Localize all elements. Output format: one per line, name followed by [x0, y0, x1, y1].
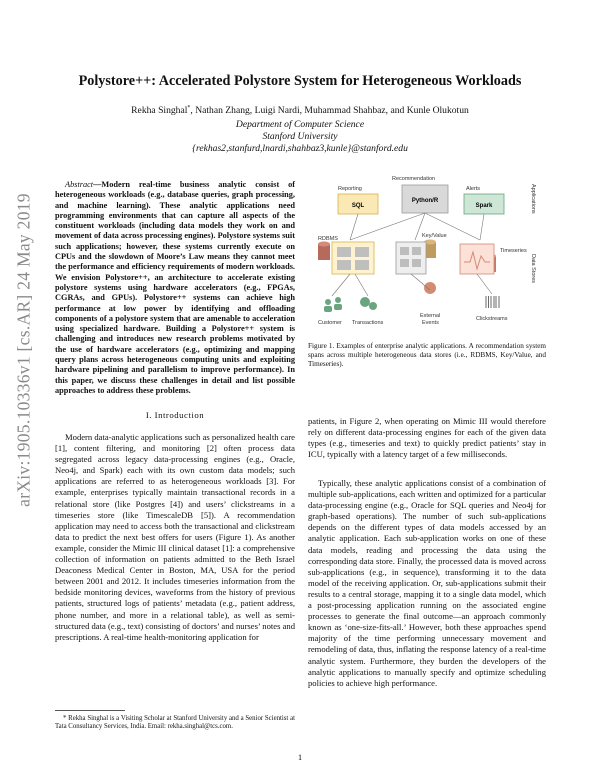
emails[interactable]: {rekhas2,stanfurd,lnardi,shahbaz3,kunle}@stanford.edu — [192, 143, 408, 154]
first-author: Rekha Singhal — [131, 105, 188, 117]
intro-paragraph-left: Modern data-analytic applications such as personalized health care [1], content filtering, and monitoring [2] often process data segregated across legacy data-processing engines (e.g., Oracle, Neo4j, and Spark) each with its own custom data models; such applications are referred to as heterogeneous workloads [3]. For example, enterprises typically maintain transactional records in a relational store (like Postgres [4]) and users’ clickstreams in a timeseries store (like TimescaleDB [5]). A recommendation application may need to access both the transactional and clickstream data to predict the next best offers for users (Figure 1). As another example, consider the Mimic III clinical dataset [1]: a comprehensive collection of information on patients admitted to the Beth Israel Deaconess Medical Center in Boston, MA, USA for the period between 2001 and 2012. It includes timeseries information from the bedside monitoring devices, waveforms from the history of previous patients, structured logs of patients’ metadata (e.g., patient address, phone number, and more in a relational table), as well as semi-structured data (e.g., text) consisting of doctors’ and nurses’ notes and prescriptions. A real-time health-monitoring application for — [55, 432, 295, 642]
footnote-rule — [55, 710, 125, 711]
abstract — [55, 180, 295, 396]
label-applications: Applications — [530, 184, 536, 214]
sql-label: SQL — [351, 203, 365, 209]
spark-label: Spark — [475, 203, 493, 209]
page-number: 1 — [297, 752, 303, 762]
arxiv-id[interactable]: arXiv:1905.10336v1 [cs.AR] 24 May 2019 — [13, 193, 34, 507]
intro-paragraph-right-2: Typically, these analytic applications consist of a combination of multiple sub-applications, each written and optimized for a particular data-processing engine (e.g., Oracle for SQL queries and Neo4j for graph-based operations). The number of such sub-applications depends on the different types of data models accessed by an analytic application. Each sub-application works on one of these data models, reading and processing the data using the corresponding data store. Finally, the processed data is moved across sub-applications (e.g., in sequence), transforming it to the data model of the receiving application. Or, sub-applications submit their results to a central storage, mapping it to a single data model, which a post-processing application running on the associated engine processes to generate the final outcome—an approach commonly known as ‘one-size-fits-all.’ However, both these approaches spend majority of the time performing unnecessary movement and remodeling of data, thus, inflating the response latency of a real-time analytic system. Furthermore, they burden the developers of the analytic applications to manually specify and optimize scheduling policies to achieve high performance. — [308, 478, 546, 688]
arxiv-stamp — [4, 120, 44, 580]
db-cylinder-rdbms — [318, 242, 330, 261]
label-transactions: Transactions — [352, 320, 384, 326]
label-events: Events — [422, 320, 439, 326]
label-data-stores: Data Stores — [530, 254, 536, 284]
connection-lines — [350, 213, 484, 240]
customer-icon — [324, 297, 342, 312]
section-heading: I. Introduction — [145, 410, 205, 420]
label-reporting: Reporting — [338, 186, 362, 192]
footnote-mark: * — [187, 105, 191, 111]
department: Department of Computer Science — [235, 119, 365, 130]
other-authors: , Nathan Zhang, Luigi Nardi, Muhammad Shahbaz, and Kunle Olukotun — [190, 105, 469, 117]
transactions-icon — [360, 297, 377, 310]
figure-1 — [310, 172, 545, 334]
label-external: External — [420, 313, 441, 319]
abstract-text: —Modern real-time business analytic consist of heterogeneous workloads (e.g., database queries, graph processing, and machine learning). These analytic applications need programming environments that can capture all aspects of the constituent workloads (including data models they work on and movement of data across processing engines). Polystore systems suit such applications; however, these systems currently execute on CPUs and the slowdown of Moore’s Law means they cannot meet the performance and efficiency requirements of modern workloads. We envision Polystore++, an architecture to accelerate existing polystore systems using hardware accelerators (e.g., FPGAs, CGRAs, and GPUs). Polystore++ systems can achieve high performance at low power by identifying and offloading components of a polystore system that are amenable to acceleration using specialized hardware. Building a Polystore++ system is challenging and introduces new research problems motivated by the use of hardware accelerators (e.g., optimizing and mapping query plans across heterogeneous computing units and exploiting hardware pipelining and parallelism to improve performance). In this paper, we discuss these challenges in detail and list possible approaches to address these problems. — [55, 180, 295, 395]
footnote: * Rekha Singhal is a Visiting Scholar at Stanford University and a Senior Scientist at Tata Consultancy Services, India. Email: rekha.singhal@tcs.com. — [55, 715, 295, 731]
label-alerts: Alerts — [466, 186, 481, 192]
author-list — [60, 105, 540, 116]
paper-title: Polystore++: Accelerated Polystore System for Heterogeneous Workloads — [78, 73, 522, 89]
source-lines — [332, 274, 492, 296]
label-keyvalue: Key/Value — [422, 233, 447, 239]
university: Stanford University — [262, 131, 338, 142]
figure-caption: Figure 1. Examples of enterprise analytic applications. A recommendation system spans across multiple heterogeneous data stores (i.e., RDBMS, Key/Value, and Timeseries). — [308, 342, 546, 368]
barcode-icon — [486, 296, 499, 308]
label-customer: Customer — [318, 320, 342, 326]
python-label: Python/R — [411, 198, 439, 204]
external-events-icon — [424, 282, 436, 300]
label-timeseries: Timeseries — [500, 248, 527, 254]
label-rdbms: RDBMS — [318, 236, 338, 242]
intro-paragraph-right-1: patients, in Figure 2, when operating on Mimic III would therefore rely on different data-processing engines for each of the given data types (e.g., timeseries and text) to quickly predict patients’ stay in ICU, typically with a latency target of a few milliseconds. — [308, 416, 546, 460]
keyvalue-panel — [396, 242, 426, 274]
label-clickstreams: Clickstreams — [476, 316, 508, 322]
label-recommendation: Recommendation — [392, 176, 436, 182]
abstract-lead: Abstract — [65, 180, 94, 189]
